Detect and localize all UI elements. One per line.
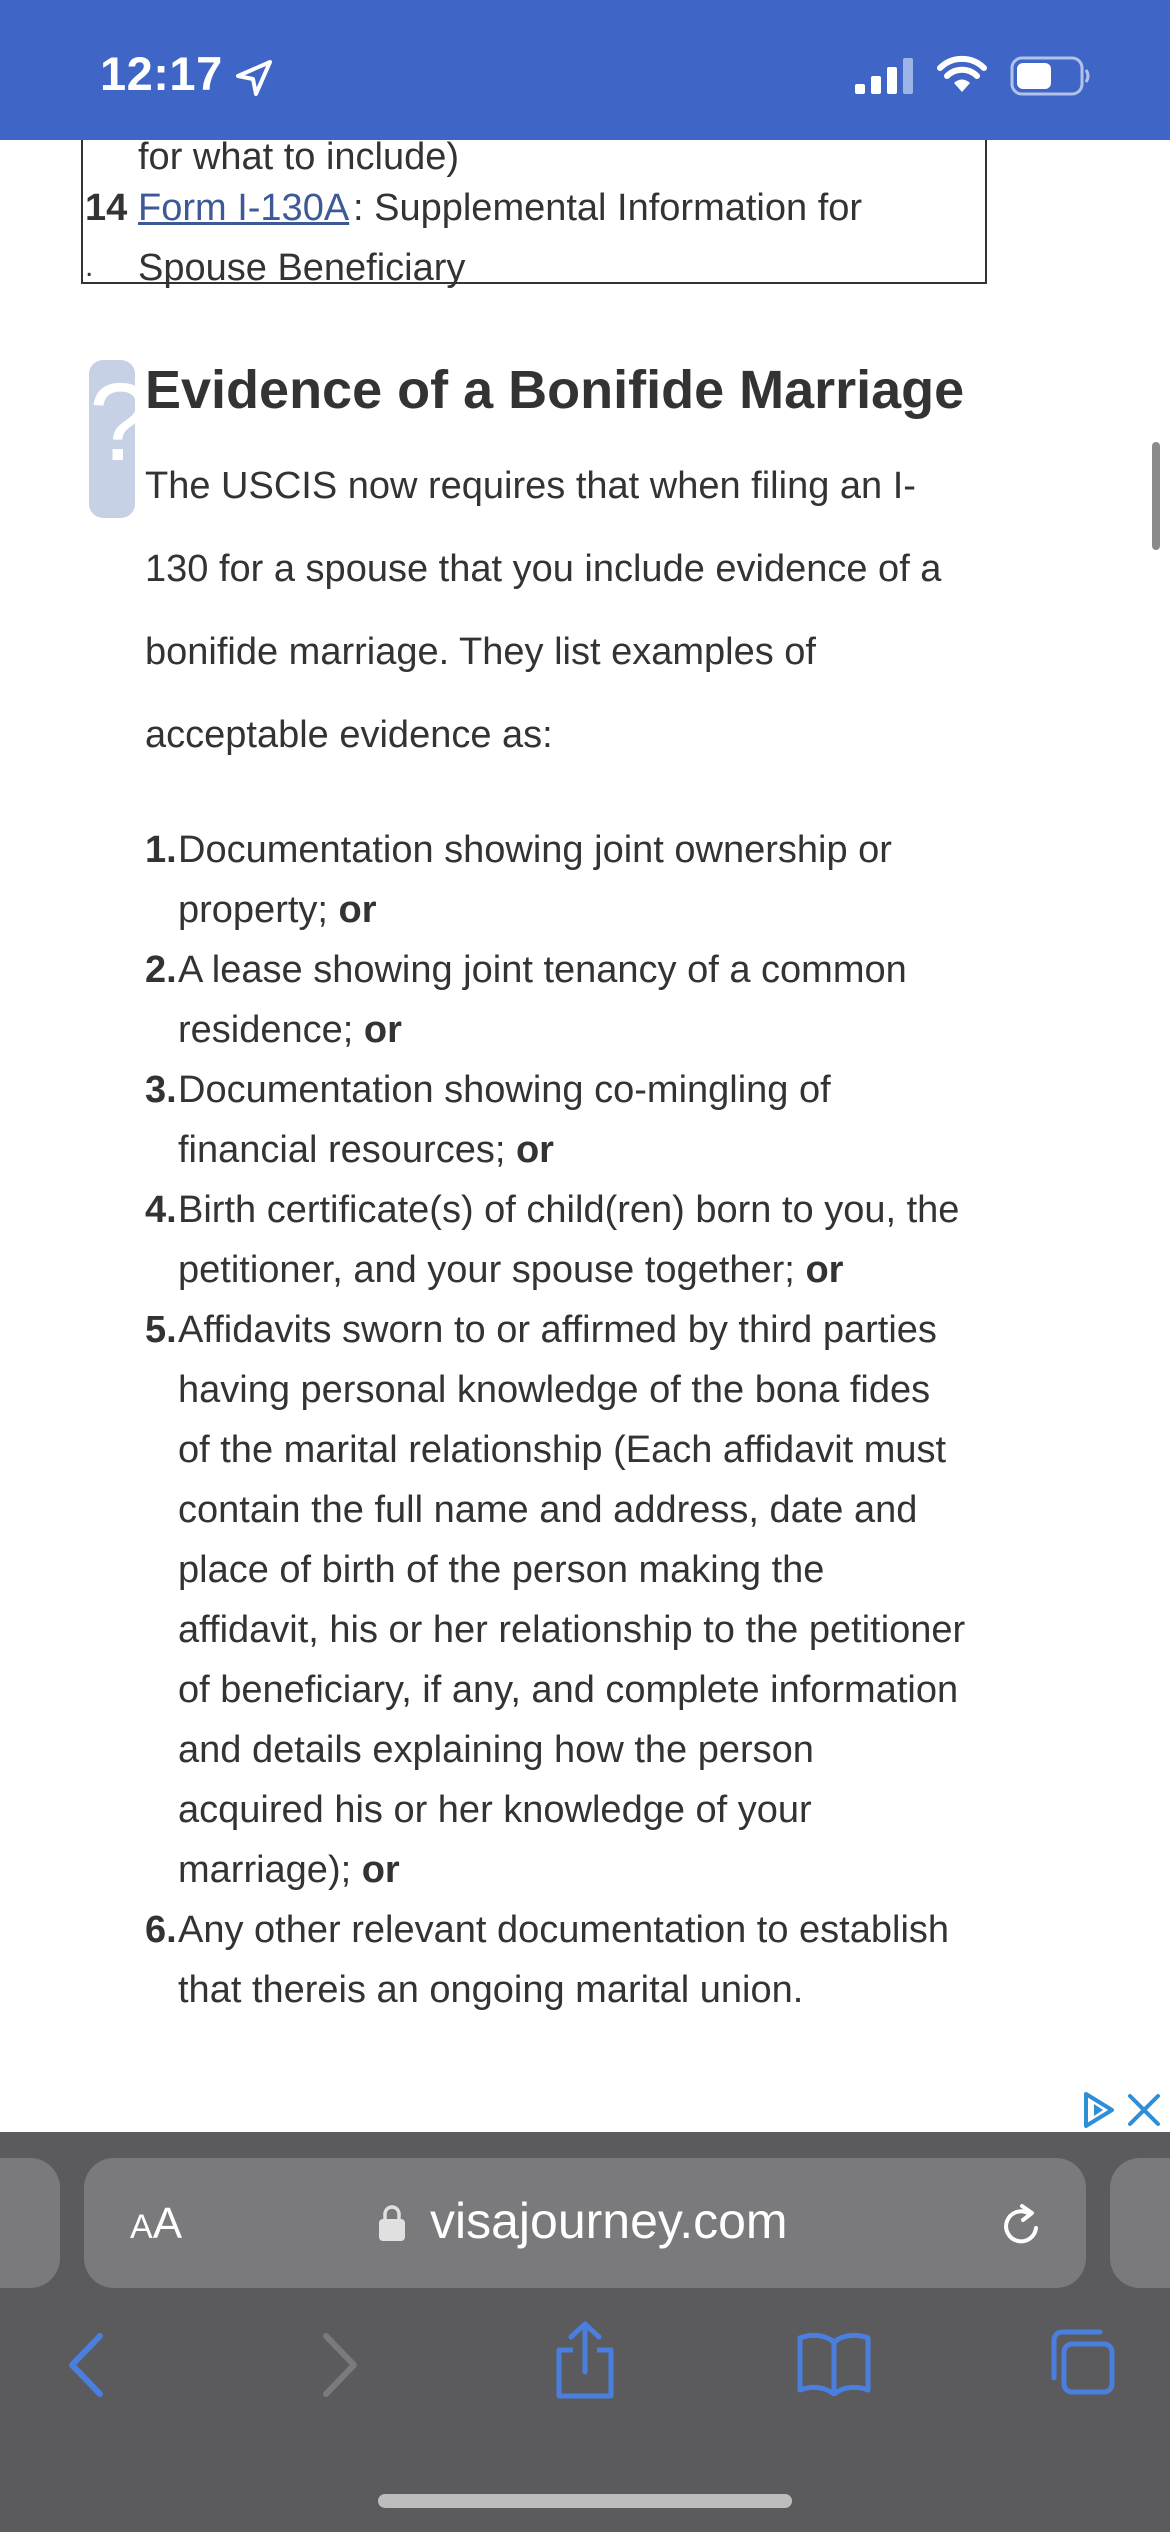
list-item-text: of beneficiary, if any, and complete information bbox=[178, 1669, 959, 1711]
previous-tab-preview[interactable] bbox=[0, 2158, 60, 2288]
list-item-text: Birth certificate(s) of child(ren) born to you, the bbox=[178, 1189, 960, 1231]
home-indicator[interactable] bbox=[378, 2494, 792, 2508]
web-content[interactable] bbox=[0, 140, 1170, 2132]
list-item-text: acquired his or her knowledge of your bbox=[178, 1789, 812, 1831]
list-item-or: or bbox=[805, 1249, 844, 1291]
evidence-list bbox=[145, 820, 1025, 2020]
location-arrow-icon bbox=[232, 56, 276, 100]
help-badge[interactable] bbox=[89, 360, 151, 518]
list-item bbox=[145, 820, 1025, 940]
browser-toolbar bbox=[0, 2132, 1170, 2532]
toc-cutoff-text: for what to include) bbox=[138, 140, 460, 178]
toc-row-dot: . bbox=[85, 250, 94, 283]
reader-aa-button[interactable]: AA bbox=[130, 2199, 183, 2248]
list-item-text: that thereis an ongoing marital union. bbox=[178, 1969, 804, 2011]
list-item-text: contain the full name and address, date and bbox=[178, 1489, 918, 1531]
toc-row-number: 14 bbox=[85, 187, 128, 229]
chevron-right-icon[interactable] bbox=[318, 2330, 362, 2400]
list-item-number: 1. bbox=[145, 829, 177, 871]
list-item-number: 2. bbox=[145, 949, 177, 991]
address-bar[interactable] bbox=[84, 2158, 1086, 2288]
intro-line: bonifide marriage. They list examples of bbox=[145, 631, 816, 673]
status-time: 12:17 bbox=[100, 47, 223, 100]
list-item-text: having personal knowledge of the bona fides bbox=[178, 1369, 931, 1411]
form-i130a-link[interactable]: Form I-130A bbox=[138, 187, 350, 229]
list-item-text: marriage); or bbox=[178, 1849, 400, 1891]
list-item bbox=[145, 1900, 1025, 2020]
intro-paragraph bbox=[145, 445, 1005, 777]
list-item-text: Affidavits sworn to or affirmed by third parties bbox=[178, 1309, 937, 1351]
list-item-text: Any other relevant documentation to establish bbox=[178, 1909, 950, 1951]
list-item bbox=[145, 940, 1025, 1060]
scroll-indicator[interactable] bbox=[1152, 442, 1160, 550]
toc-row-text-line2: Spouse Beneficiary bbox=[138, 247, 466, 289]
close-icon[interactable] bbox=[1124, 2090, 1164, 2130]
list-item-or: or bbox=[363, 1009, 402, 1051]
list-item-or: or bbox=[515, 1129, 554, 1171]
list-item-text: place of birth of the person making the bbox=[178, 1549, 825, 1591]
list-item-or: or bbox=[361, 1849, 400, 1891]
intro-line: acceptable evidence as: bbox=[145, 714, 553, 756]
list-item-number: 6. bbox=[145, 1909, 177, 1951]
ad-choices-icon[interactable] bbox=[1078, 2090, 1118, 2130]
list-item-number: 3. bbox=[145, 1069, 177, 1111]
tabs-icon[interactable] bbox=[1048, 2328, 1116, 2396]
reload-icon[interactable] bbox=[998, 2202, 1046, 2250]
cellular-signal-icon bbox=[855, 56, 915, 96]
list-item-text: A lease showing joint tenancy of a common bbox=[178, 949, 907, 991]
lock-icon bbox=[378, 2204, 406, 2242]
url-text[interactable]: visajourney.com bbox=[430, 2193, 788, 2249]
battery-icon bbox=[1010, 56, 1092, 96]
toc-row-text: : Supplemental Information for bbox=[353, 187, 863, 229]
list-item-text: property; or bbox=[178, 889, 377, 931]
section-title: Evidence of a Bonifide Marriage bbox=[145, 360, 965, 420]
list-item-number: 4. bbox=[145, 1189, 177, 1231]
intro-line: The USCIS now requires that when filing an I- bbox=[145, 465, 916, 507]
book-icon[interactable] bbox=[796, 2330, 872, 2396]
question-mark-icon: ? bbox=[89, 361, 151, 484]
list-item-text: affidavit, his or her relationship to the petitioner bbox=[178, 1609, 966, 1651]
list-item-text: financial resources; or bbox=[178, 1129, 554, 1171]
share-icon[interactable] bbox=[553, 2320, 617, 2400]
list-item-text: petitioner, and your spouse together; or bbox=[178, 1249, 844, 1291]
status-bar bbox=[0, 0, 1170, 140]
toc-table bbox=[81, 140, 987, 289]
list-item-text: residence; or bbox=[178, 1009, 402, 1051]
list-item bbox=[145, 1180, 1025, 1300]
list-item bbox=[145, 1300, 1025, 1900]
intro-line: 130 for a spouse that you include evidence of a bbox=[145, 548, 942, 590]
list-item bbox=[145, 1060, 1025, 1180]
wifi-icon bbox=[936, 54, 988, 94]
next-tab-preview[interactable] bbox=[1110, 2158, 1170, 2288]
list-item-text: Documentation showing joint ownership or bbox=[178, 829, 892, 871]
chevron-left-icon[interactable] bbox=[64, 2330, 108, 2400]
list-item-text: and details explaining how the person bbox=[178, 1729, 814, 1771]
list-item-text: Documentation showing co-mingling of bbox=[178, 1069, 831, 1111]
list-item-or: or bbox=[338, 889, 377, 931]
list-item-text: of the marital relationship (Each affidavit must bbox=[178, 1429, 947, 1471]
list-item-number: 5. bbox=[145, 1309, 177, 1351]
